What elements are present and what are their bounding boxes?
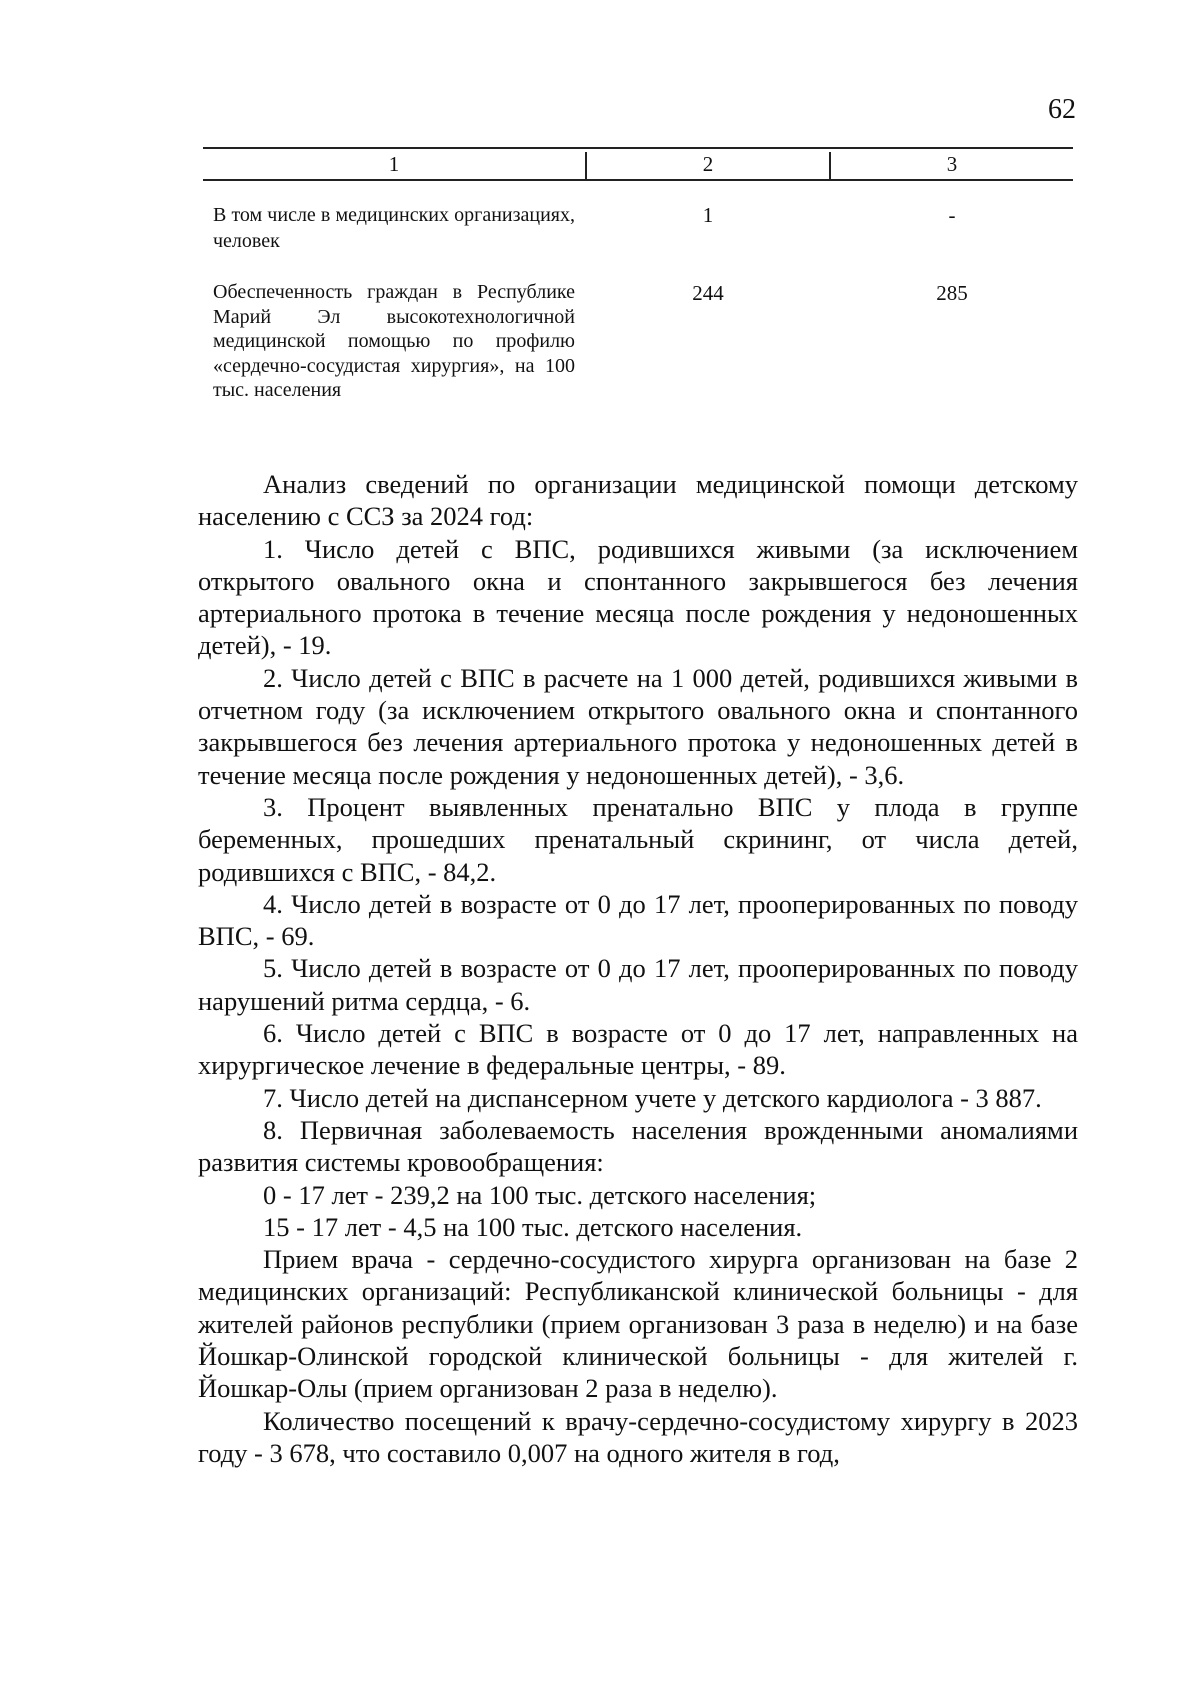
row-value-col-3: 285 xyxy=(936,281,968,305)
paragraph-item-5: 5. Число детей в возрасте от 0 до 17 лет, прооперированных по поводу нарушений ритма сердца, - 6. xyxy=(198,953,1078,1016)
table-top-rule xyxy=(203,147,1073,149)
paragraph-surgeon-reception: Прием врача - сердечно-сосудистого хирурга организован на базе 2 медицинских организаций: Республиканской клинической больницы - для жителей районов республики (прием организован 3 раза в неделю) и на базе Йошкар-Олинской городской клинической больницы - для жителей г. Йошкар-Олы (прием организован 2 раза в неделю). xyxy=(198,1244,1078,1404)
table-header-col-3: 3 xyxy=(946,152,958,176)
paragraph-item-2: 2. Число детей с ВПС в расчете на 1 000 детей, родившихся живыми в отчетном году (за исключением открытого овального окна и спонтанного закрывшегося без лечения артериального протока у недоношенных детей в течение месяца после рождения у недоношенных детей), - 3,6. xyxy=(198,662,1078,790)
paragraph-item-3: 3. Процент выявленных пренатально ВПС у плода в группе беременных, прошедших пренатальный скрининг, от числа детей, родившихся с ВПС, - 84,2. xyxy=(198,791,1078,887)
row-label: В том числе в медицинских организациях, человек xyxy=(213,204,575,252)
row-value-col-3: - xyxy=(948,203,956,227)
paragraph-item-1: 1. Число детей с ВПС, родившихся живыми (за исключением открытого овального окна и спонтанного закрывшегося без лечения артериального протока в течение месяца после рождения у недоношенных детей), - 19. xyxy=(198,533,1078,661)
paragraph-intro: Анализ сведений по организации медицинской помощи детскому населению с ССЗ за 2024 год: xyxy=(198,469,1078,532)
table-header-col-2: 2 xyxy=(702,152,714,176)
table-header-rule xyxy=(203,179,1073,181)
row-value-col-2: 1 xyxy=(702,203,714,227)
table-header-col-1: 1 xyxy=(388,152,400,176)
paragraph-visits-count: Количество посещений к врачу-сердечно-сосудистому хирургу в 2023 году - 3 678, что составило 0,007 на одного жителя в год, xyxy=(198,1405,1078,1468)
body-text xyxy=(198,468,1078,1469)
paragraph-incidence-0-17: 0 - 17 лет - 239,2 на 100 тыс. детского населения; xyxy=(263,1179,817,1210)
row-label: Обеспеченность граждан в Республике Марий Эл высокотехнологичной медицинской помощью по профилю «сердечно-сосудистая хирургия», на 100 тыс. населения xyxy=(213,281,575,401)
row-value-col-2: 244 xyxy=(692,281,724,305)
paragraph-item-6: 6. Число детей с ВПС в возрасте от 0 до 17 лет, направленных на хирургическое лечение в федеральные центры, - 89. xyxy=(198,1018,1078,1081)
paragraph-item-8: 8. Первичная заболеваемость населения врожденными аномалиями развития системы кровообращения: xyxy=(198,1114,1078,1178)
paragraph-item-7: 7. Число детей на диспансерном учете у детского кардиолога - 3 887. xyxy=(263,1082,1042,1113)
paragraph-item-4: 4. Число детей в возрасте от 0 до 17 лет, прооперированных по поводу ВПС, - 69. xyxy=(198,888,1078,952)
paragraph-incidence-15-17: 15 - 17 лет - 4,5 на 100 тыс. детского населения. xyxy=(263,1211,803,1242)
page-number: 62 xyxy=(1048,94,1076,125)
